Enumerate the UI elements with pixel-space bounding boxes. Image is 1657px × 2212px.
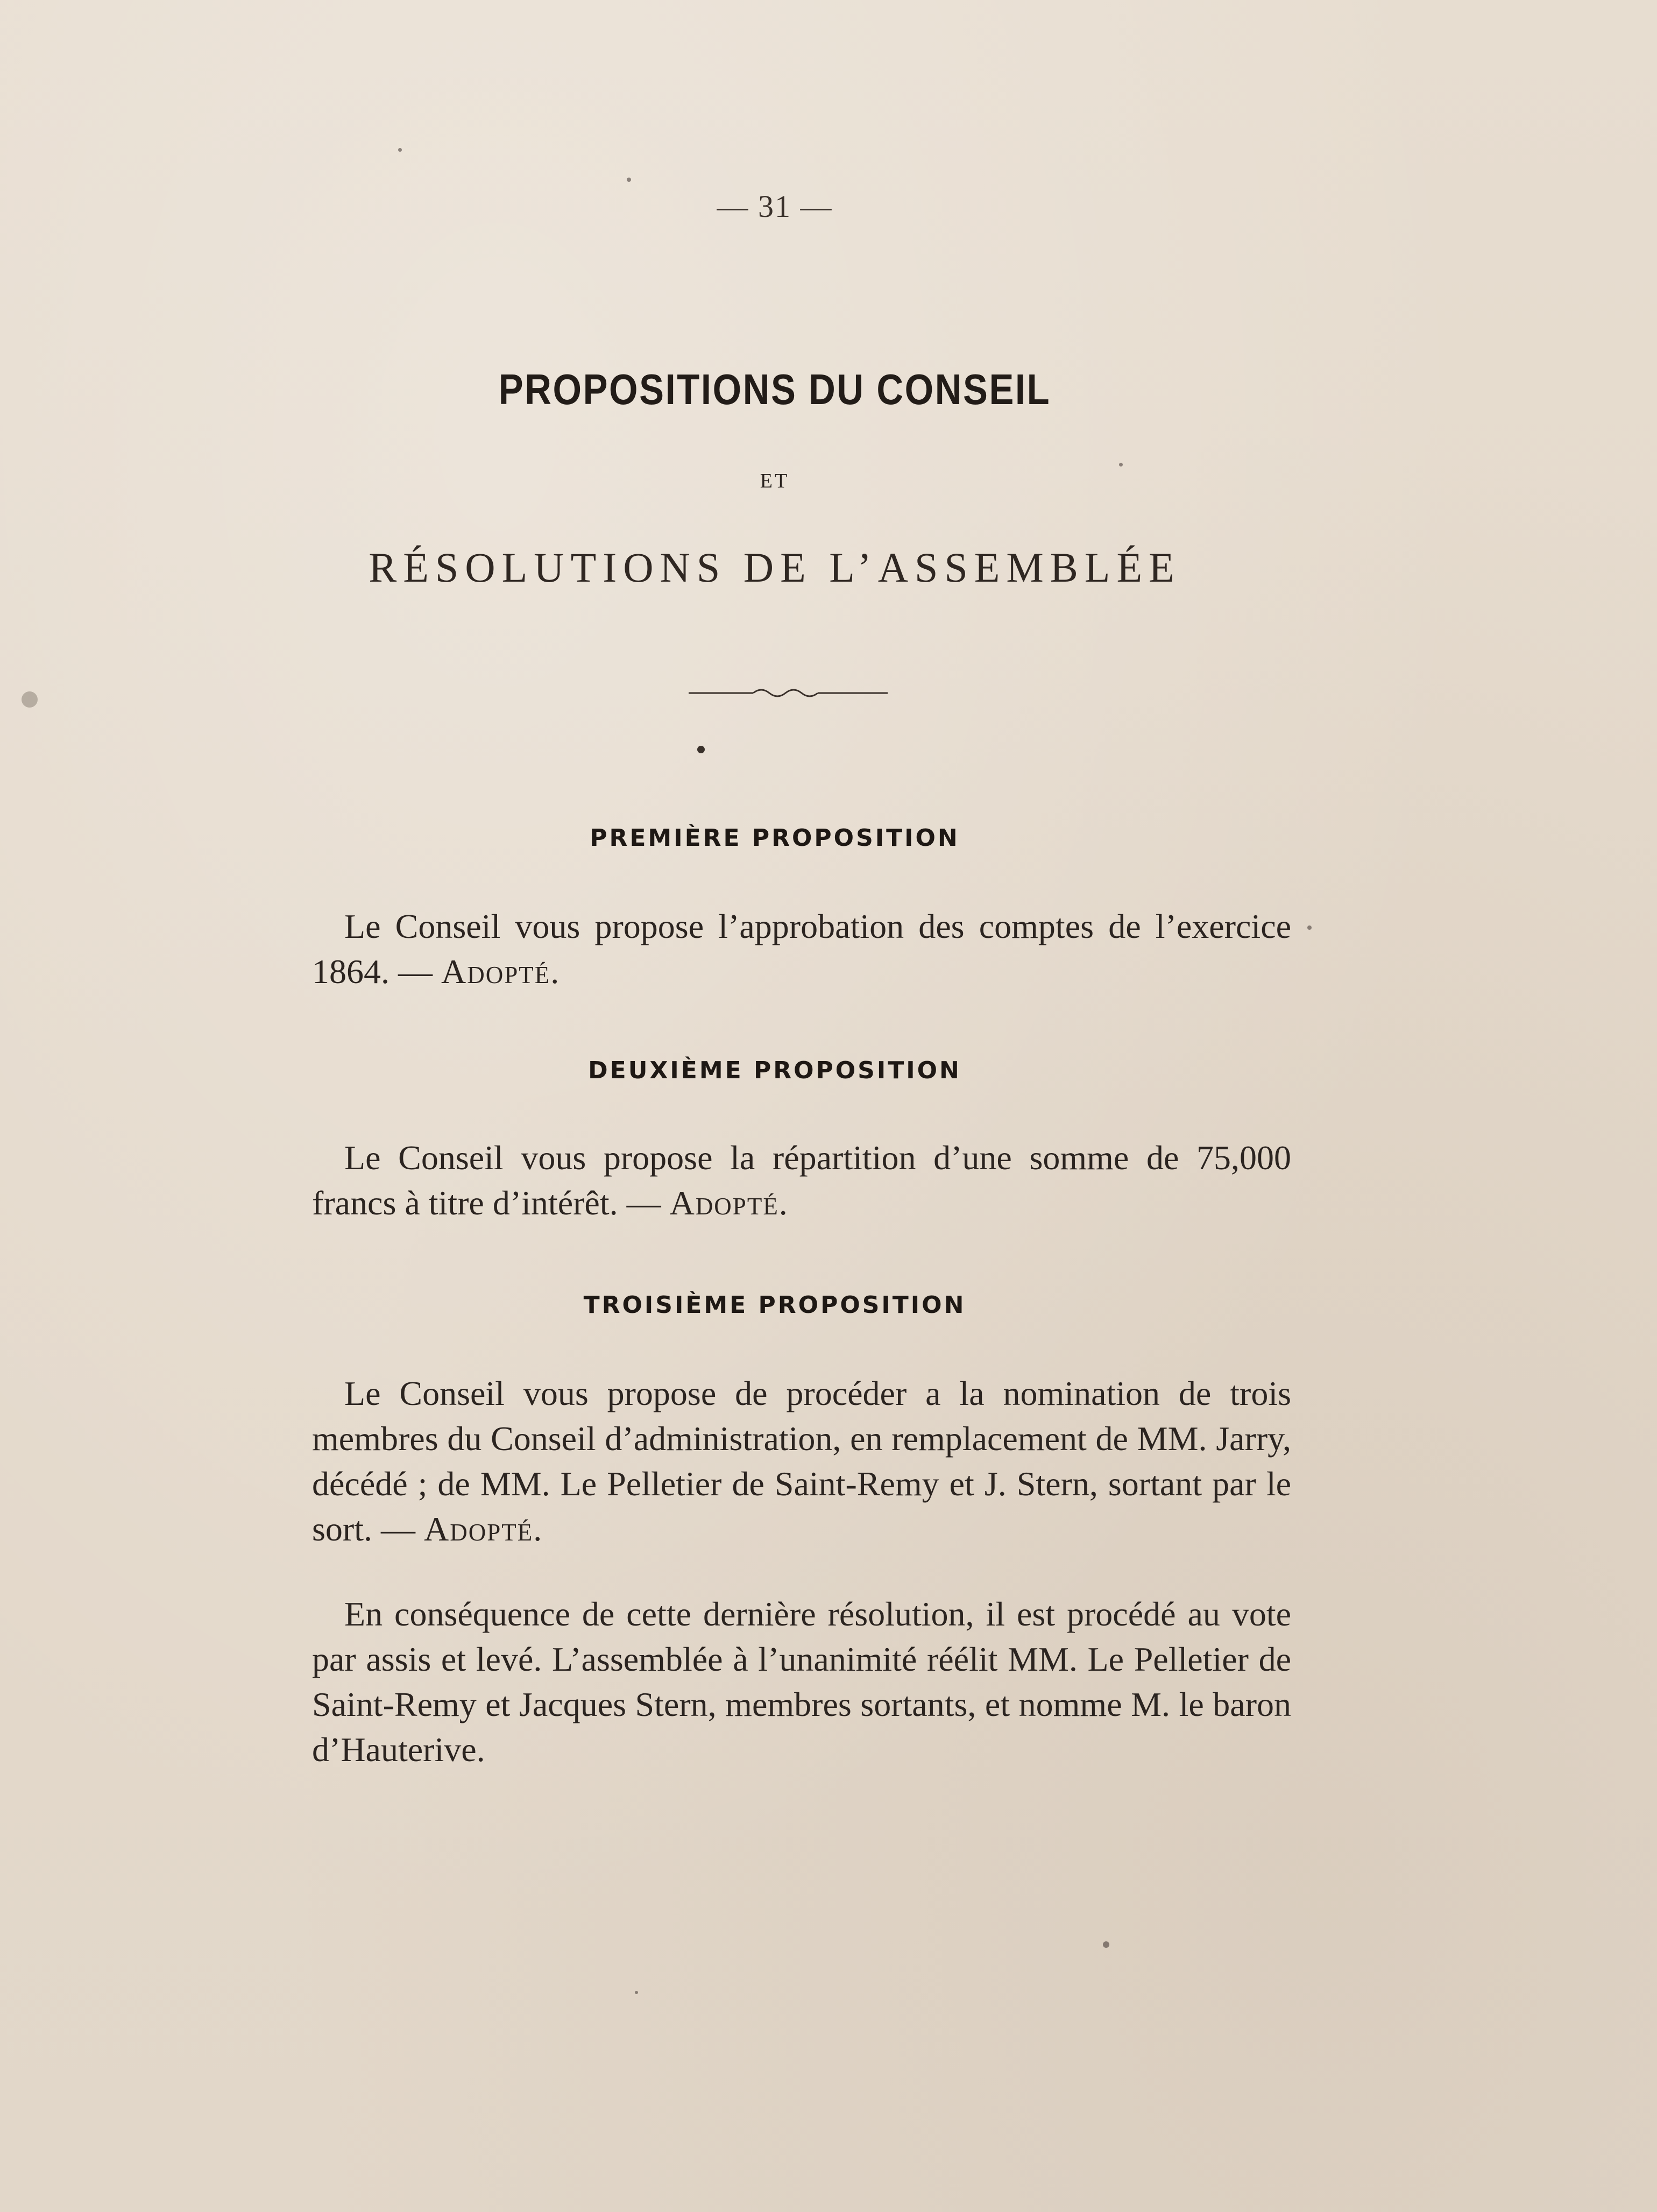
decorative-dot: [697, 746, 705, 753]
section-paragraph-3: [312, 1371, 1291, 1552]
main-title: PROPOSITIONS DU CONSEIL: [498, 365, 1051, 413]
title-conjunction: ET: [760, 470, 790, 492]
page-number: — 31 —: [717, 189, 833, 224]
section-text-1: Le Conseil vous propose l’approbation des comptes de l’exercice 1864. —: [312, 907, 1291, 991]
section-heading-2: DEUXIÈME PROPOSITION: [588, 1057, 961, 1084]
section-verdict-2: Adopté.: [669, 1184, 789, 1222]
section-text-3: Le Conseil vous propose de procéder a la nomination de trois membres du Conseil d’administration, en remplacement de MM. Jarry, décédé ; de MM. Le Pelletier de Saint-Remy et J. Stern, sortant par le sort. —: [312, 1374, 1291, 1548]
paper-speck: [398, 148, 402, 152]
ornament-divider-icon: [689, 682, 888, 704]
paper-speck: [22, 691, 38, 708]
paper-speck: [635, 1991, 638, 1994]
section-heading-3: TROISIÈME PROPOSITION: [583, 1291, 966, 1319]
section-paragraph-1: [312, 904, 1291, 994]
section-paragraph-2: [312, 1135, 1291, 1226]
closing-paragraph: [312, 1592, 1291, 1772]
section-verdict-1: Adopté.: [441, 952, 561, 991]
section-verdict-3: Adopté.: [424, 1510, 543, 1548]
section-heading-1: PREMIÈRE PROPOSITION: [590, 824, 960, 852]
paper-speck: [1307, 925, 1312, 930]
closing-text: En conséquence de cette dernière résolution, il est procédé au vote par assis et levé. L’assemblée à l’unanimité réélit MM. Le Pelletier de Saint-Remy et Jacques Stern, membres sortants, et nomme M. le baron d’Hauterive.: [312, 1595, 1291, 1769]
paper-speck: [1119, 463, 1123, 467]
paper-speck: [627, 178, 631, 182]
subtitle: RÉSOLUTIONS DE L’ASSEMBLÉE: [369, 544, 1181, 591]
paper-speck: [1103, 1941, 1109, 1948]
section-text-2: Le Conseil vous propose la répartition d’une somme de 75,000 francs à titre d’intérêt. —: [312, 1139, 1291, 1222]
